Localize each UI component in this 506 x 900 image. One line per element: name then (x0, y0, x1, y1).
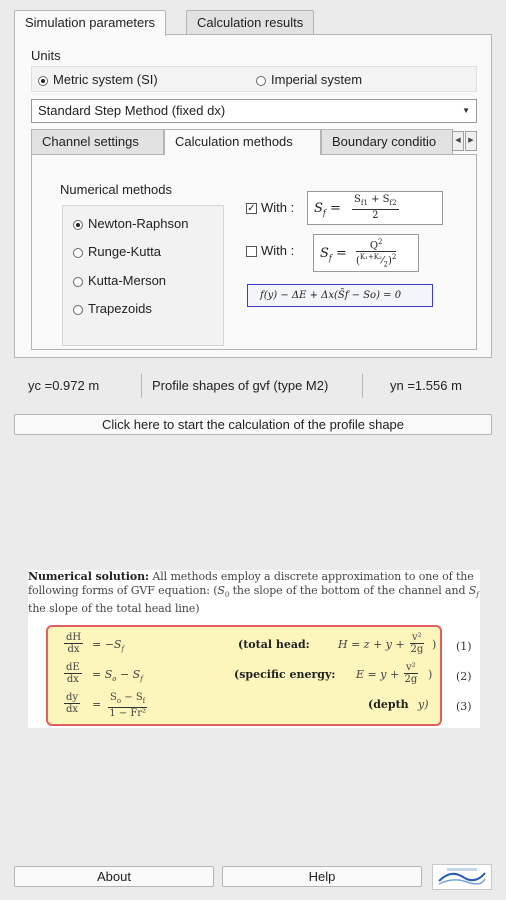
gvf-equations-box (46, 625, 442, 726)
numerical-methods-group (62, 205, 224, 346)
imperial-radio[interactable] (256, 72, 362, 87)
divider (362, 374, 363, 398)
metric-label: Metric system (SI) (53, 72, 158, 87)
numerical-solution-info (28, 570, 480, 728)
calculation-methods-panel (31, 154, 477, 350)
method-label: Trapezoids (88, 301, 152, 316)
checkbox-unchecked-icon (246, 246, 257, 257)
checkbox-checked-icon: ✓ (247, 203, 256, 215)
friction-slope-equation-2: $S_f$ = $\frac{Q^2}{(^{K_1+K_2}⁄_2)^2}$ (313, 234, 419, 272)
gvf-equation-2: $\frac{dE}{dx}$ = $S_o - S_f$ (specific energy: E = y + $\frac{\text{v²}}{2g}$ ) (66, 662, 433, 685)
numerical-methods-label: Numerical methods (60, 182, 172, 197)
simulation-parameters-panel (14, 34, 492, 358)
method-label: Kutta-Merson (88, 273, 167, 288)
method-newton-raphson[interactable] (73, 216, 188, 231)
metric-radio[interactable] (38, 72, 158, 87)
tab-scroll-left-icon[interactable]: ◀ (452, 131, 464, 151)
info-description: Numerical solution: All methods employ a discrete approximation to one of the following forms of GVF equation: ($S_0$ the slope of the bottom of the channel and $S_f$ the slope of the total head line) (28, 570, 479, 616)
tab-calculation-methods[interactable]: Calculation methods (164, 129, 321, 155)
dropdown-arrow-icon: ▼ (462, 106, 470, 115)
tab-scroll-right-icon[interactable]: ▶ (465, 131, 477, 151)
info-title: Numerical solution: (28, 570, 149, 583)
info-text: the slope of the bottom of the channel and (229, 584, 469, 597)
tab-calculation-results[interactable]: Calculation results (186, 10, 314, 35)
method-trapezoids[interactable] (73, 301, 152, 316)
info-text: All methods employ a discrete approximation to one of the following forms of GVF equation: ( (28, 570, 474, 597)
about-button[interactable]: About (14, 866, 214, 887)
tab-channel-settings[interactable]: Channel settings (31, 129, 164, 154)
method-select[interactable] (31, 99, 477, 123)
gvf-equation-3: $\frac{dy}{dx}$ = $\frac{S_o - S_f}{\text{1 − Fr²}}$ (depth y) (66, 692, 429, 719)
equation-number: (2) (456, 670, 472, 683)
logo-icon[interactable] (432, 864, 492, 890)
method-runge-kutta[interactable] (73, 244, 161, 259)
energy-equation: f(y) − ΔE + Δx(S̄f − So) = 0 (260, 290, 402, 301)
radio-unselected-icon (73, 277, 83, 287)
yc-value: yc =0.972 m (28, 378, 100, 393)
units-label: Units (31, 48, 61, 63)
eq2-label: (specific energy: (234, 668, 336, 681)
radio-selected-icon (73, 220, 83, 230)
eq1-label: (total head: (238, 638, 310, 651)
with-checkbox-1[interactable] (246, 200, 294, 215)
radio-selected-icon (38, 76, 48, 86)
energy-equation-box (247, 284, 433, 307)
yn-value: yn =1.556 m (390, 378, 462, 393)
friction-slope-equation-1: $S_f$ = $\frac{S_{f1} + S_{f2}}{2}$ (307, 191, 443, 225)
units-group (31, 66, 477, 92)
with-label: With : (261, 200, 295, 215)
radio-unselected-icon (73, 248, 83, 258)
radio-unselected-icon (73, 305, 83, 315)
with-checkbox-2[interactable] (246, 243, 294, 258)
info-text: the slope of the total head line) (28, 602, 200, 616)
divider (141, 374, 142, 398)
tab-simulation-parameters[interactable]: Simulation parameters (14, 10, 166, 36)
profile-type: Profile shapes of gvf (type M2) (152, 378, 329, 393)
tab-boundary-conditions[interactable]: Boundary conditio (321, 129, 453, 154)
method-label: Runge-Kutta (88, 244, 161, 259)
gvf-equation-1: $\frac{dH}{dx}$ = $-S_f$ (total head: H = z + y + $\frac{\text{v²}}{2g}$ ) (66, 632, 437, 655)
start-calculation-button[interactable]: Click here to start the calculation of the profile shape (14, 414, 492, 435)
method-kutta-merson[interactable] (73, 273, 166, 288)
equation-number: (1) (456, 640, 472, 653)
help-button[interactable]: Help (222, 866, 422, 887)
radio-unselected-icon (256, 76, 266, 86)
eq3-label: (depth (368, 698, 409, 711)
with-label: With : (261, 243, 295, 258)
equation-number: (3) (456, 700, 472, 713)
method-select-value: Standard Step Method (fixed dx) (38, 103, 226, 118)
method-label: Newton-Raphson (88, 216, 189, 231)
imperial-label: Imperial system (271, 72, 363, 87)
